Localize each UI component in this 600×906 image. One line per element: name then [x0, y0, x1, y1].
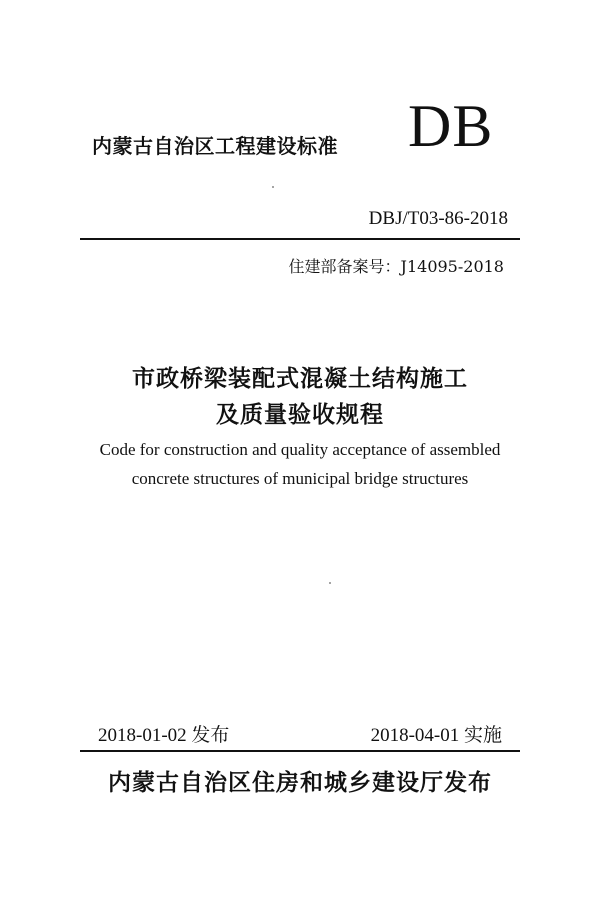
speck — [272, 186, 274, 188]
publisher: 内蒙古自治区住房和城乡建设厅发布 — [108, 770, 492, 796]
title-cn-line1: 市政桥梁装配式混凝土结构施工 — [132, 366, 468, 392]
title-en-line2: concrete structures of municipal bridge structures — [131, 469, 469, 488]
standard-type: 内蒙古自治区工程建设标准 — [92, 134, 338, 158]
db-mark: DB — [408, 93, 494, 159]
title-en-line1: Code for construction and quality acceptance of assembled — [99, 440, 501, 459]
divider-bottom — [80, 750, 520, 752]
title-cn-line2: 及质量验收规程 — [216, 402, 384, 428]
filing-number: 住建部备案号：J14095-2018 — [288, 257, 504, 276]
issue-date: 2018-01-02 发布 — [98, 725, 230, 746]
standard-number: DBJ/T03-86-2018 — [368, 208, 508, 229]
speck — [329, 582, 331, 584]
implementation-date: 2018-04-01 实施 — [370, 725, 502, 746]
divider-top — [80, 238, 520, 240]
